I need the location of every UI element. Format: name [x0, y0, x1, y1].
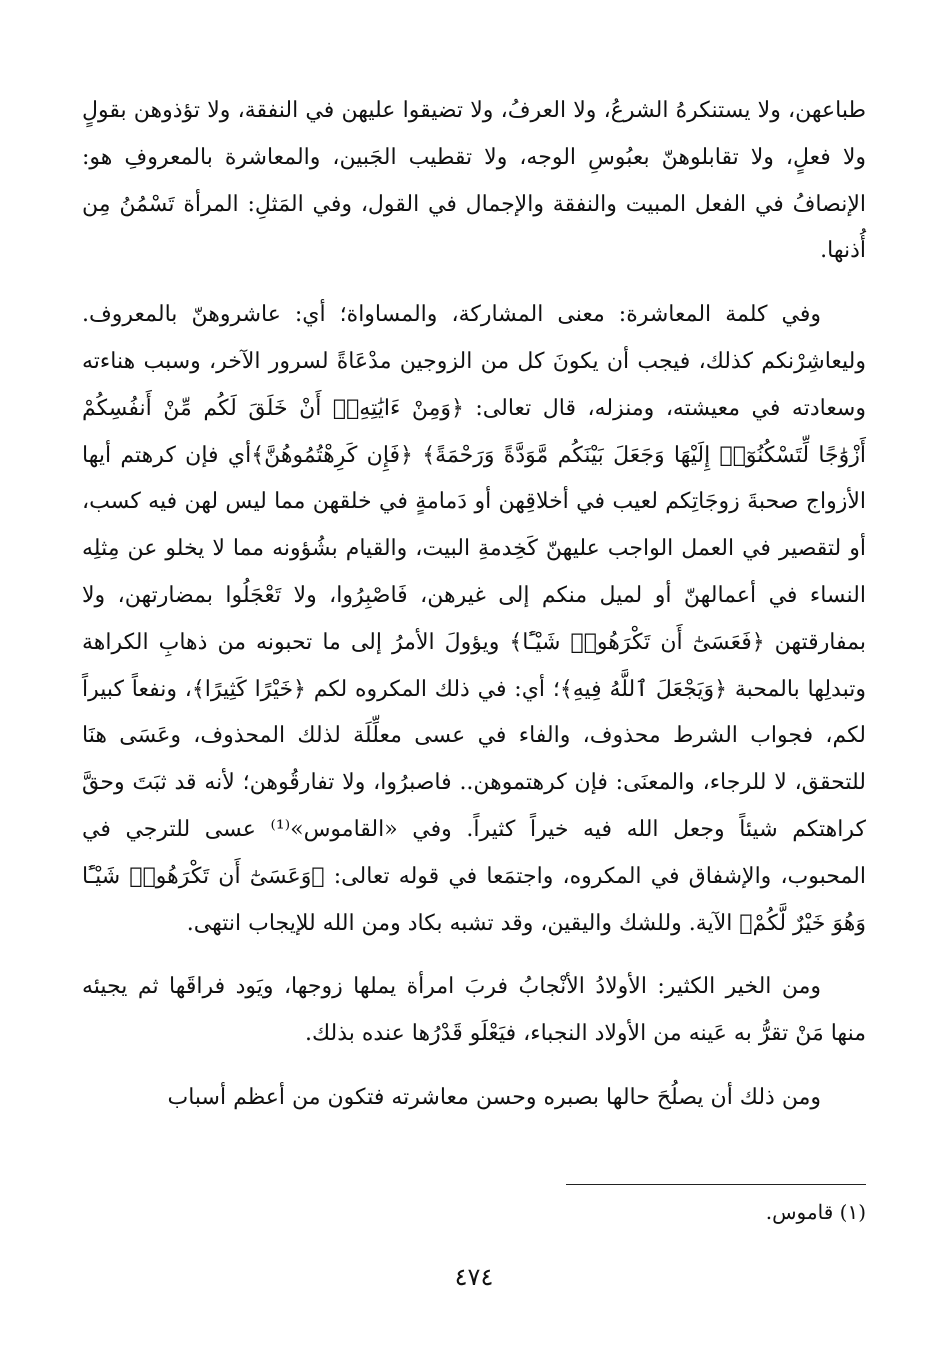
footnote-marker: (١) [839, 1200, 866, 1224]
footnote-divider [566, 1184, 866, 1185]
paragraph-3: ومن الخير الكثير: الأولادُ الأنْجابُ فربَ امرأة يملها زوجها، ويَود فراقَها ثم يجيئه منها مَنْ تقرُّ به عَينه من الأولاد النجباء، فيَعْلَو قَدْرُها عنده بذلك. [82, 974, 866, 1047]
footnote [766, 1198, 866, 1226]
document-page [82, 88, 866, 1365]
paragraph-2: وفي كلمة المعاشرة: معنى المشاركة، والمساواة؛ أي: عاشروهنّ بالمعروف. وليعاشِرْنكم كذلك، فيجب أن يكونَ كل من الزوجين مدْعَاةً لسرور الآخر، وسبب هناءته وسعادته في معيشته، ومنزله، قال تعالى: ﴿وَمِنْ ءَايَٰتِهِۦٓ أَنْ خَلَقَ لَكُم مِّنْ أَنفُسِكُمْ أَزْوَٰجًا لِّتَسْكُنُوٓا۟ إِلَيْهَا وَجَعَلَ بَيْنَكُم مَّوَدَّةً وَرَحْمَةً﴾ ﴿فَإِن كَرِهْتُمُوهُنَّ﴾أي فإن كرهتم أيها الأزواج صحبةَ زوجَاتِكم لعيب في أخلاقِهن أو دَمامةٍ في خلقهن مما ليس لهن فيه كسب، أو لتقصير في العمل الواجب عليهنّ كَخِدمةِ البيت، والقيام بشُؤونه مما لا يخلو عن مِثلِه النساء في أعمالهنّ أو لميل منكم إلى غيرهن، فَاصْبِرُوا، ولا تَعْجَلُوا بمضارتهن، ولا بمفارقتهن ﴿فَعَسَىٰٓ أَن تَكْرَهُوا۟ شَيْـًٔا﴾ ويؤولَ الأمرُ إلى ما تحبونه من ذهابِ الكراهة وتبدلِها بالمحبة ﴿وَيَجْعَلَ ٱللَّهُ فِيهِ﴾؛ أي: في ذلك المكروه لكم ﴿خَيْرًا كَثِيرًا﴾، ونفعاً كبيراً لكم، فجواب الشرط محذوف، والفاء في عسى معلِّلَة لذلك المحذوف، وعَسَى هنَا للتحقق، لا للرجاء، والمعنَى: فإن كرهتموهن.. فاصبرُوا، ولا تفارقُوهن؛ لأنه قد ثبَتَ وحقَّ كراهتكم شيئاً وجعل الله فيه خيراً كثيراً. وفي «القاموس»⁽¹⁾ عسى للترجي في المحبوب، والإشفاق في المكروه، واجتمَعا في قوله تعالى: ﴿وَعَسَىٰٓ أَن تَكْرَهُوا۟ شَيْـًٔا وَهُوَ خَيْرٌ لَّكُمْ﴾ الآية. وللشك واليقين، وقد تشبه بكاد ومن الله للإيجاب انتهى. [82, 302, 866, 936]
paragraph-4: ومن ذلك أن يصلُحَ حالها بصبره وحسن معاشرته فتكون من أعظم أسباب [167, 1084, 821, 1110]
footnote-text: قاموس. [765, 1200, 834, 1224]
paragraph-1: طباعهن، ولا يستنكرهُ الشرعُ، ولا العرفُ، ولا تضيقوا عليهن في النفقة، ولا تؤذوهن بقولٍ ولا فعلٍ، ولا تقابلوهنّ بعبُوسِ الوجه، ولا تقطيب الجَبين، والمعاشرة بالمعروفِ هو: الإنصافُ في الفعل المبيت والنفقة والإجمال في القول، وفي المَثلِ: المرأة تَسْمُنُ مِن أُذنها. [82, 98, 866, 264]
page-number: ٤٧٤ [454, 1263, 494, 1291]
